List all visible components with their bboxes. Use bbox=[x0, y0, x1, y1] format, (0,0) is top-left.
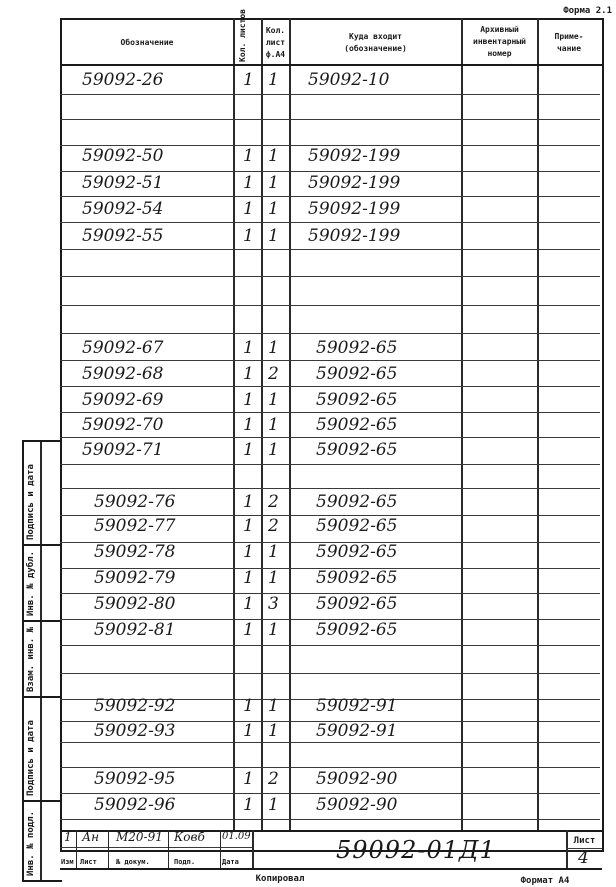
row-line bbox=[60, 386, 600, 387]
row-designation: 59092-26 bbox=[82, 70, 164, 90]
row-line bbox=[60, 333, 600, 334]
row-line bbox=[60, 645, 600, 646]
row-a4: 3 bbox=[268, 594, 279, 614]
row-line bbox=[60, 742, 600, 743]
tb-signature: Ковб bbox=[174, 830, 205, 844]
row-designation: 59092-81 bbox=[94, 620, 176, 640]
row-a4: 1 bbox=[268, 199, 279, 219]
row-designation: 59092-68 bbox=[82, 364, 164, 384]
row-designation: 59092-77 bbox=[94, 516, 176, 536]
row-a4: 1 bbox=[268, 542, 279, 562]
row-designation: 59092-92 bbox=[94, 696, 176, 716]
side-div-1 bbox=[22, 440, 60, 442]
header-a4-1: Кол. bbox=[265, 26, 286, 35]
row-sheets: 1 bbox=[243, 594, 254, 614]
row-a4: 1 bbox=[268, 620, 279, 640]
stamp-inv-dubl: Инв. № дубл. bbox=[26, 550, 36, 616]
row-a4: 1 bbox=[268, 721, 279, 741]
row-line bbox=[60, 412, 600, 413]
row-sheets: 1 bbox=[243, 226, 254, 246]
row-sheets: 1 bbox=[243, 390, 254, 410]
row-where: 59092-199 bbox=[308, 226, 401, 246]
row-where: 59092-10 bbox=[308, 70, 390, 90]
row-line bbox=[60, 793, 600, 794]
row-where: 59092-65 bbox=[316, 620, 398, 640]
stamp-inv-podl: Инв. № подл. bbox=[26, 810, 36, 876]
row-designation: 59092-67 bbox=[82, 338, 164, 358]
row-where: 59092-65 bbox=[316, 568, 398, 588]
col-line-note bbox=[537, 18, 539, 830]
row-sheets: 1 bbox=[243, 516, 254, 536]
side-div-3 bbox=[22, 620, 60, 622]
header-where-1: Куда входит bbox=[349, 32, 402, 41]
side-div-4 bbox=[22, 696, 60, 698]
row-designation: 59092-50 bbox=[82, 146, 164, 166]
row-designation: 59092-78 bbox=[94, 542, 176, 562]
header-archive-2: инвентарный bbox=[473, 37, 526, 46]
row-line bbox=[60, 305, 600, 306]
row-line bbox=[60, 464, 600, 465]
tb-label-list: Лист bbox=[80, 858, 97, 866]
tb-col-2 bbox=[108, 830, 109, 870]
row-sheets: 1 bbox=[243, 721, 254, 741]
row-designation: 59092-55 bbox=[82, 226, 164, 246]
row-sheets: 1 bbox=[243, 199, 254, 219]
row-a4: 1 bbox=[268, 338, 279, 358]
row-a4: 1 bbox=[268, 440, 279, 460]
tb-col-5 bbox=[252, 830, 254, 870]
header-note-2: чание bbox=[556, 44, 582, 53]
row-a4: 1 bbox=[268, 70, 279, 90]
row-a4: 1 bbox=[268, 568, 279, 588]
row-line bbox=[60, 819, 600, 820]
row-designation: 59092-69 bbox=[82, 390, 164, 410]
title-block-mid bbox=[60, 847, 252, 848]
tb-col-4 bbox=[220, 830, 221, 870]
row-designation: 59092-71 bbox=[82, 440, 164, 460]
row-designation: 59092-54 bbox=[82, 199, 164, 219]
row-designation: 59092-95 bbox=[94, 769, 176, 789]
tb-label-podp: Подп. bbox=[174, 858, 196, 866]
row-designation: 59092-80 bbox=[94, 594, 176, 614]
row-sheets: 1 bbox=[243, 70, 254, 90]
title-block-bottom bbox=[60, 868, 602, 870]
row-line bbox=[60, 119, 600, 120]
row-a4: 2 bbox=[268, 492, 279, 512]
row-sheets: 1 bbox=[243, 795, 254, 815]
row-a4: 2 bbox=[268, 364, 279, 384]
header-a4-3: ф.А4 bbox=[265, 50, 286, 59]
header-archive-1: Архивный bbox=[480, 25, 519, 34]
row-sheets: 1 bbox=[243, 769, 254, 789]
stamp-podpis-data-top: Подпись и дата bbox=[26, 464, 36, 540]
row-designation: 59092-70 bbox=[82, 415, 164, 435]
tb-sheet-no: Ан bbox=[82, 830, 99, 844]
row-a4: 1 bbox=[268, 146, 279, 166]
row-where: 59092-65 bbox=[316, 542, 398, 562]
col-line-a4 bbox=[261, 18, 263, 830]
header-archive-3: номер bbox=[487, 49, 512, 58]
row-a4: 2 bbox=[268, 516, 279, 536]
side-strip-inner bbox=[40, 440, 42, 880]
document-code: 59092-01Д1 bbox=[336, 836, 496, 864]
row-sheets: 1 bbox=[243, 542, 254, 562]
sheet-number: 4 bbox=[578, 848, 589, 868]
footer-copied: Копировал bbox=[255, 874, 305, 884]
row-sheets: 1 bbox=[243, 568, 254, 588]
row-sheets: 1 bbox=[243, 620, 254, 640]
row-where: 59092-65 bbox=[316, 440, 398, 460]
row-line bbox=[60, 437, 600, 438]
header-note-1: Приме- bbox=[554, 32, 584, 41]
tb-label-izm: Изм bbox=[61, 858, 74, 866]
row-where: 59092-65 bbox=[316, 415, 398, 435]
form-label: Форма 2.1 bbox=[563, 6, 612, 16]
row-sheets: 1 bbox=[243, 492, 254, 512]
stamp-vzam-inv: Взам. инв. № bbox=[26, 626, 36, 692]
row-sheets: 1 bbox=[243, 146, 254, 166]
row-line bbox=[60, 360, 600, 361]
row-line bbox=[60, 249, 600, 250]
row-designation: 59092-79 bbox=[94, 568, 176, 588]
row-line bbox=[60, 276, 600, 277]
row-designation: 59092-93 bbox=[94, 721, 176, 741]
tb-label-data: Дата bbox=[222, 858, 239, 866]
row-sheets: 1 bbox=[243, 338, 254, 358]
row-sheets: 1 bbox=[243, 415, 254, 435]
row-designation: 59092-76 bbox=[94, 492, 176, 512]
col-line-where bbox=[289, 18, 291, 830]
row-line bbox=[60, 673, 600, 674]
tb-col-3 bbox=[168, 830, 169, 870]
col-line-archive bbox=[461, 18, 463, 830]
row-where: 59092-91 bbox=[316, 721, 398, 741]
tb-col-1 bbox=[76, 830, 77, 870]
row-a4: 1 bbox=[268, 696, 279, 716]
sheet-label: Лист bbox=[573, 836, 596, 846]
header-where-2: (обозначение) bbox=[344, 44, 407, 53]
header-a4-2: лист bbox=[265, 38, 286, 47]
row-where: 59092-91 bbox=[316, 696, 398, 716]
tb-change-no: 1 bbox=[64, 830, 72, 844]
row-designation: 59092-51 bbox=[82, 173, 164, 193]
tb-date: 01.09 bbox=[222, 831, 251, 842]
row-a4: 1 bbox=[268, 226, 279, 246]
row-line bbox=[60, 94, 600, 95]
tb-label-doc: № докум. bbox=[116, 858, 150, 866]
footer-format: Формат А4 bbox=[520, 876, 570, 886]
row-where: 59092-65 bbox=[316, 492, 398, 512]
row-sheets: 1 bbox=[243, 364, 254, 384]
header-sheets: Кол. листов bbox=[238, 9, 247, 62]
row-line bbox=[60, 196, 600, 197]
header-divider bbox=[60, 64, 602, 66]
row-where: 59092-199 bbox=[308, 173, 401, 193]
row-where: 59092-199 bbox=[308, 199, 401, 219]
row-where: 59092-65 bbox=[316, 338, 398, 358]
col-line-sheets bbox=[233, 18, 235, 830]
row-a4: 1 bbox=[268, 173, 279, 193]
row-sheets: 1 bbox=[243, 173, 254, 193]
tb-doc-no: М20-91 bbox=[116, 830, 163, 844]
row-sheets: 1 bbox=[243, 440, 254, 460]
row-a4: 2 bbox=[268, 769, 279, 789]
row-sheets: 1 bbox=[243, 696, 254, 716]
side-div-5 bbox=[22, 800, 60, 802]
row-line bbox=[60, 171, 600, 172]
row-line bbox=[60, 222, 600, 223]
row-a4: 1 bbox=[268, 415, 279, 435]
row-where: 59092-90 bbox=[316, 769, 398, 789]
row-where: 59092-65 bbox=[316, 390, 398, 410]
row-line bbox=[60, 488, 600, 489]
row-designation: 59092-96 bbox=[94, 795, 176, 815]
row-where: 59092-199 bbox=[308, 146, 401, 166]
stamp-podpis-data-bottom: Подпись и дата bbox=[26, 720, 36, 796]
row-a4: 1 bbox=[268, 795, 279, 815]
row-where: 59092-65 bbox=[316, 516, 398, 536]
side-div-2 bbox=[22, 544, 60, 546]
row-where: 59092-90 bbox=[316, 795, 398, 815]
row-where: 59092-65 bbox=[316, 364, 398, 384]
row-where: 59092-65 bbox=[316, 594, 398, 614]
header-designation: Обозначение bbox=[120, 38, 174, 47]
row-line bbox=[60, 767, 600, 768]
row-a4: 1 bbox=[268, 390, 279, 410]
